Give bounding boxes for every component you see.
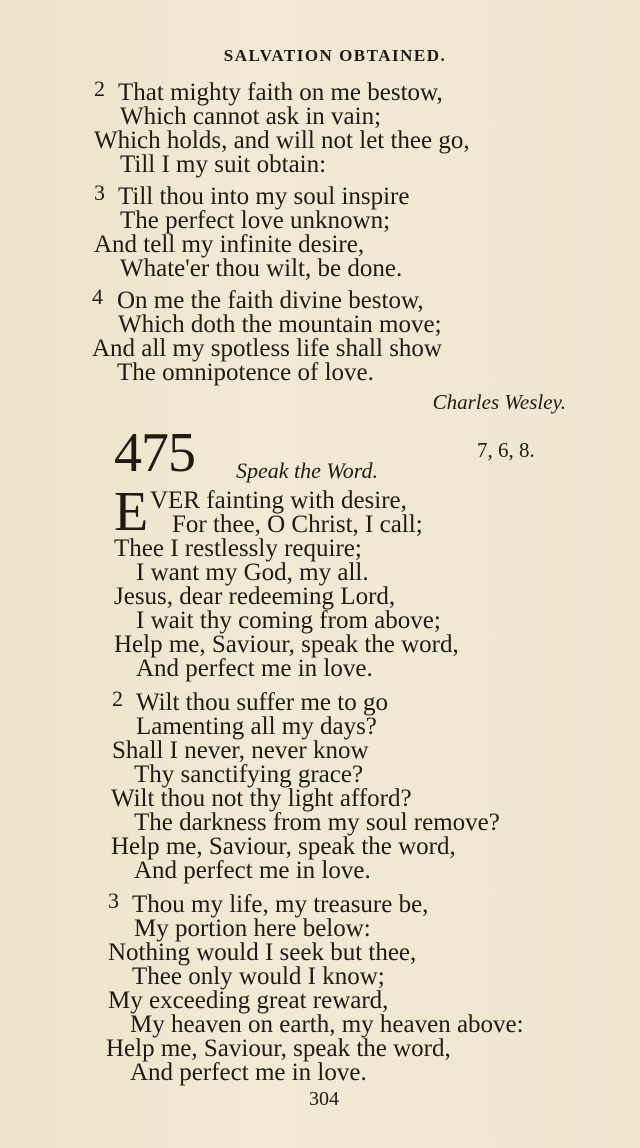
drop-cap: E <box>114 481 149 543</box>
hymn-meter: 7, 6, 8. <box>477 438 535 462</box>
verse-line: The darkness from my soul remove? <box>134 809 500 836</box>
verse-line: And perfect me in love. <box>136 655 373 682</box>
verse-line: And perfect me in love. <box>134 857 371 884</box>
verse-line: The perfect love unknown; <box>120 207 391 234</box>
verse-line: VER fainting with desire, <box>150 487 407 514</box>
verse-line: And perfect me in love. <box>130 1059 367 1086</box>
stanza-number: 2 <box>112 686 123 711</box>
verse-line: Which holds, and will not let thee go, <box>94 127 470 154</box>
verse-line: Wilt thou not thy light afford? <box>111 785 412 812</box>
stanza-number: 3 <box>94 180 105 205</box>
verse-line: I want my God, my all. <box>136 559 369 586</box>
verse-line: Shall I never, never know <box>112 737 369 764</box>
author-credit: Charles Wesley. <box>432 390 566 414</box>
verse-line: Till I my suit obtain: <box>120 151 327 178</box>
verse-line: Which doth the mountain move; <box>118 311 442 338</box>
verse-line: Wilt thou suffer me to go <box>136 689 388 716</box>
verse-line: My exceeding great reward, <box>108 987 389 1014</box>
verse-line: Nothing would I seek but thee, <box>108 939 417 966</box>
verse-line: And all my spotless life shall show <box>92 335 442 362</box>
page-header: SALVATION OBTAINED. <box>223 46 447 65</box>
verse-line: Whate'er thou wilt, be done. <box>120 255 403 282</box>
verse-line: Thee only would I know; <box>132 963 385 990</box>
hymn-number: 475 <box>114 422 195 484</box>
verse-line: Help me, Saviour, speak the word, <box>106 1035 451 1062</box>
verse-line: My heaven on earth, my heaven above: <box>130 1011 524 1038</box>
verse-line: On me the faith divine bestow, <box>117 287 424 314</box>
verse-line: Help me, Saviour, speak the word, <box>114 631 459 658</box>
verse-line: Which cannot ask in vain; <box>120 103 382 130</box>
page-number: 304 <box>309 1088 339 1110</box>
verse-line: My portion here below: <box>134 915 371 942</box>
verse-line: Thy sanctifying grace? <box>134 761 364 788</box>
stanza-number: 3 <box>108 888 119 913</box>
verse-line: Till thou into my soul inspire <box>118 183 410 210</box>
verse-line: I wait thy coming from above; <box>136 607 441 634</box>
verse-line: And tell my infinite desire, <box>94 231 365 258</box>
stanza-number: 2 <box>94 76 105 101</box>
verse-line: Jesus, dear redeeming Lord, <box>114 583 396 610</box>
verse-line: Thee I restlessly require; <box>114 535 362 562</box>
verse-line: Help me, Saviour, speak the word, <box>111 833 456 860</box>
verse-line: Thou my life, my treasure be, <box>132 891 429 918</box>
verse-line: Lamenting all my days? <box>136 713 377 740</box>
stanza-number: 4 <box>92 284 103 309</box>
verse-line: For thee, O Christ, I call; <box>172 511 423 538</box>
verse-line: The omnipotence of love. <box>117 359 374 386</box>
hymn-title: Speak the Word. <box>236 458 378 483</box>
verse-line: That mighty faith on me bestow, <box>118 79 443 106</box>
